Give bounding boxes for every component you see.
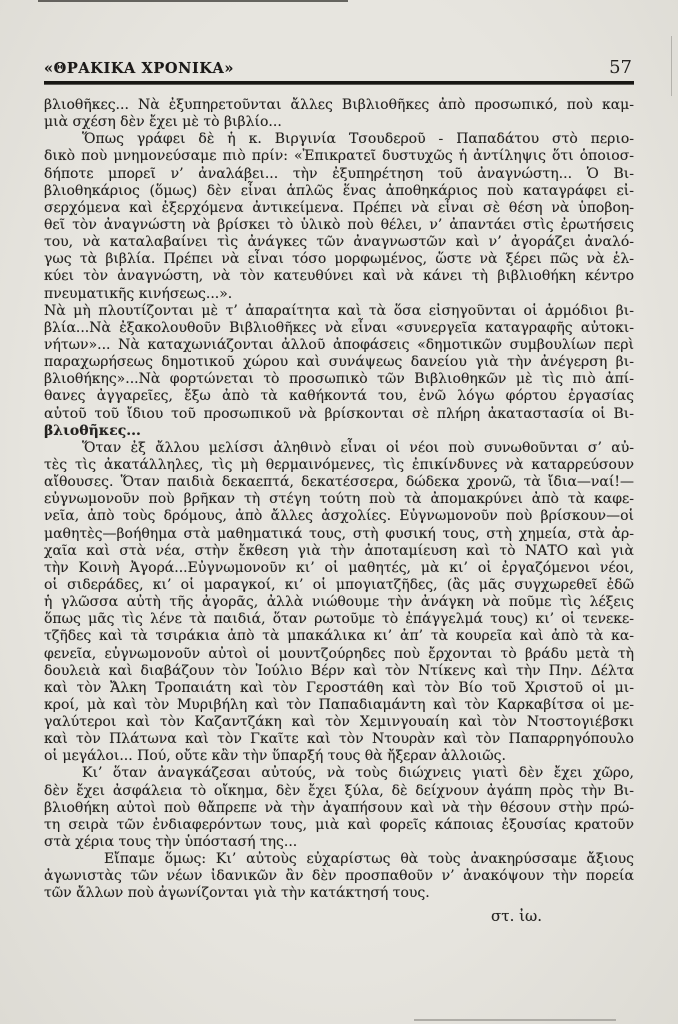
- text-line: βλιοθήκη αὐτοὶ ποὺ θἄπρεπε νὰ τὴν ἀγαπήσουν καὶ νὰ τὴν θέσουν στὴν πρώ-: [44, 799, 634, 816]
- text-line: νήτων»... Νὰ καταχωνιάζονται ἀλλοῦ ἀποφάσεις «δημοτικῶν συμβουλίων περὶ: [44, 336, 634, 353]
- text-line: του, νὰ καταλαβαίνει τὶς ἀνάγκες τῶν ἀναγνωστῶν καὶ ν’ ἀγοράζει ἀναλό-: [44, 234, 634, 251]
- text-line: τῶν ἄλλων ποὺ ἀγωνίζονται γιὰ τὴν κατάκτησή τους.: [44, 885, 430, 902]
- text-line: δὲν ἔχει ἀσφάλεια τὸ οἴκημα, δὲν ἔχει ξύλα, δὲ δείχνουν ἀγάπη πρὸς τὴν Βι-: [44, 782, 634, 799]
- text-line: θανες ἀγγαρεῖες, ἔξω ἀπὸ τὰ καθήκοντά του, ἐνῶ λόγω φόρτου ἐργασίας: [44, 388, 634, 405]
- text-line: Ὅταν ἐξ ἄλλου μελίσσι ἀληθινὸ εἶναι οἱ νέοι ποὺ συνωθοῦνται σ’ αὐ-: [82, 439, 634, 456]
- text-line: οἱ μεγάλοι... Πού, οὔτε κἂν τὴν ὕπαρξή τους θὰ ἤξεραν ἀλλοιῶς.: [44, 748, 506, 765]
- text-line: καὶ τὸν Πλάτωνα καὶ τὸν Γκαῖτε καὶ τὸν Ντουρὰν καὶ τὸν Παπαρρηγόπουλο: [44, 731, 634, 748]
- scan-edge-artifact-right: [671, 36, 672, 96]
- text-line: θεῖ τὸν ἀναγνώστη νὰ βρίσκει τὸ ὑλικὸ ποὺ θέλει, ν’ ἀπαντάει στὶς ἐρωτήσεις: [44, 216, 634, 233]
- text-line: σερχόμενα καὶ ἐξερχόμενα ἀντικείμενα. Πρέπει νὰ εἶναι σὲ θέση νὰ ὑποβοη-: [44, 199, 634, 216]
- text-line: Νὰ μὴ πλουτίζονται μὲ τ’ ἀπαραίτητα καὶ τὰ ὅσα εἰσηγοῦνται οἱ ἁρμόδιοι βι-: [44, 302, 634, 319]
- journal-title: «ΘΡΑΚΙΚΑ ΧΡΟΝΙΚΑ»: [44, 60, 235, 77]
- text-line: οἱ σιδεράδες, κι’ οἱ μαραγκοί, κι’ οἱ μπογιατζῆδες, (ἂς μᾶς συγχωρεθεῖ ἐδῶ: [44, 576, 634, 593]
- text-line: δουλειὰ καὶ διαβάζουν τὸν Ἰούλιο Βέρν καὶ τὸν Ντίκενς καὶ τὴν Πην. Δέλτα: [44, 662, 634, 679]
- text-line: πνευματικῆς κινήσεως...».: [44, 285, 233, 302]
- text-line: αὐτοῦ τοῦ ἴδιου τοῦ προσωπικοῦ νὰ βρίσκονται σὲ πλήρη ἀκαταστασία οἱ Βι-: [44, 405, 634, 422]
- text-line: νεῖα, ἀπὸ τοὺς δρόμους, ἀπὸ ἄλλες ἀσχολίες. Εὐγνωμονοῦν ποὺ βρίσκουν—οἱ: [44, 508, 634, 525]
- scan-edge-artifact-bottom: [414, 1019, 616, 1021]
- text-line: κροί, μὰ καὶ τὸν Μυριβήλη καὶ τὸν Παπαδιαμάντη καὶ τὸν Καρκαβίτσα οἱ με-: [44, 696, 634, 713]
- scan-edge-artifact-top: [38, 0, 348, 2]
- text-line: κύει τὸν ἀναγνώστη, νὰ τὸν κατευθύνει καὶ νὰ κάνει τὴ βιβλιοθήκη κέντρο: [44, 268, 634, 285]
- text-line: βλία...Νὰ ἐξακολουθοῦν Βιβλιοθῆκες νὰ εἶναι «συνεργεῖα καταγραφῆς αὐτοκι-: [44, 319, 634, 336]
- text-line: ἀγωνιστὰς τῶν νέων ἰδανικῶν ἂν δὲν προσπαθοῦν ν’ ἀνακόψουν τὴν πορεία: [44, 868, 634, 885]
- text-line: ἡ γλῶσσα αὐτὴ τῆς ἀγορᾶς, ἀλλὰ νιώθουμε τὴν ἀνάγκη νὰ ποῦμε τὶς λέξεις: [44, 594, 634, 611]
- text-line: ὅπως μᾶς τὶς λένε τὰ παιδιά, ὅταν ρωτοῦμε τὸ ἐπάγγελμά τους) κι’ οἱ τενεκε-: [44, 611, 634, 628]
- text-line: δήποτε μπορεῖ ν’ ἀναλάβει... τὴν ἐξυπηρέτηση τοῦ ἀναγνώστη... Ὁ Βι-: [44, 165, 634, 182]
- page-header: [44, 59, 634, 77]
- header-rule-divider: [44, 81, 634, 85]
- text-line: Εἴπαμε ὅμως: Κι’ αὐτοὺς εὐχαρίστως θὰ τοὺς ἀνακηρύσσαμε ἄξιους: [104, 851, 634, 868]
- text-line: μιὰ σχέση δὲν ἔχει μὲ τὸ βιβλίο...: [44, 114, 282, 131]
- text-line: βλιοθῆκες...: [44, 422, 141, 439]
- text-line: γως τὰ βιβλία. Πρέπει νὰ εἶναι τόσο μορφωμένος, ὥστε νὰ ξέρει πῶς νὰ ἑλ-: [44, 251, 634, 268]
- page-number: 57: [609, 57, 632, 78]
- text-line: εὐγνωμονοῦν ποὺ βρῆκαν τὴ στέγη τούτη ποὺ τὰ ἀπομακρύνει ἀπὸ τὰ καφε-: [44, 491, 634, 508]
- body-text: [44, 97, 634, 925]
- text-line: Κι’ ὅταν ἀναγκάζεσαι αὐτούς, νὰ τοὺς διώχνεις γιατὶ δὲν ἔχει χῶρο,: [82, 765, 634, 782]
- text-line: τζῆδες καὶ τὰ τσιράκια ἀπὸ τὰ μπακάλικα κι’ ἀπ’ τὰ κουρεῖα καὶ ἀπὸ τὰ κα-: [44, 628, 634, 645]
- text-line: βλιοθήκης»...Νὰ φορτώνεται τὸ προσωπικὸ τῶν Βιβλιοθηκῶν μὲ τὶς πιὸ ἀπί-: [44, 371, 634, 388]
- text-line: καὶ τὸν Ἄλκη Τροπαιάτη καὶ τὸν Γεροστάθη καὶ τὸν Βίο τοῦ Χριστοῦ οἱ μι-: [44, 679, 634, 696]
- text-line: χαῖα καὶ στὰ νέα, στὴν ἔκθεση γιὰ τὴν ἀποταμίευση καὶ τὸ ΝΑΤΟ καὶ γιὰ: [44, 542, 634, 559]
- text-line: τὴν Κοινὴ Ἀγορά...Εὐγνωμονοῦν κι’ οἱ μαθητές, μὰ κι’ οἱ ἐργαζόμενοι νέοι,: [44, 559, 634, 576]
- text-line: μαθητὲς—βοήθημα στὰ μαθηματικά τους, στὴ φυσική τους, στὴ χημεία, στὰ ἀρ-: [44, 525, 634, 542]
- text-line: φενεῖα, εὐγνωμονοῦν αὐτοὶ οἱ μουντζούρηδες ποὺ ἔρχονται τὸ βράδυ μετὰ τὴ: [44, 645, 634, 662]
- text-line: βλιοθηκάριος (ὅμως) δὲν εἶναι ἁπλῶς ἕνας ἀποθηκάριος ποὺ καταγράφει εἰ-: [44, 182, 634, 199]
- author-signature: στ. ἰω.: [491, 906, 542, 925]
- text-line: βλιοθῆκες... Νὰ ἐξυπηρετοῦνται ἄλλες Βιβλιοθῆκες ἀπὸ προσωπικό, ποὺ καμ-: [44, 97, 634, 113]
- text-line: παραχωρήσεως δημοτικοῦ χώρου καὶ συνάψεως δανείου γιὰ τὴν ἀνέγερση βι-: [44, 354, 634, 371]
- text-line: δικὸ ποὺ μνημονεύσαμε πιὸ πρίν: «Ἐπικρατεῖ δυστυχῶς ἡ ἀντίληψις ὅτι ὁποιοσ-: [44, 148, 634, 165]
- text-line: στὰ χέρια τους τὴν ὑπόστασή της...: [44, 834, 298, 851]
- text-line: γαλύτεροι καὶ τὸν Καζαντζάκη καὶ τὸν Χεμινγουαίη καὶ τὸν Ντοστογιέβσκι: [44, 714, 634, 731]
- text-line: αἴθουσες. Ὅταν παιδιὰ δεκαεπτά, δεκατέσσερα, δώδεκα χρονῶ, τὰ ἴδια—ναί!—: [44, 474, 634, 491]
- text-line: τὲς τὶς ἀκατάλληλες, τὶς μὴ θερμαινόμενες, τὶς ἐπικίνδυνες νὰ καταρρεύσουν: [44, 456, 634, 473]
- text-line: Ὅπως γράφει δὲ ἡ κ. Βιργινία Τσουδεροῦ - Παπαδάτου στὸ περιο-: [82, 131, 634, 148]
- text-line: τη σειρὰ τῶν ἐνδιαφερόντων τους, μιὰ καὶ φορεῖς κάποιας ἐξουσίας κρατοῦν: [44, 816, 634, 833]
